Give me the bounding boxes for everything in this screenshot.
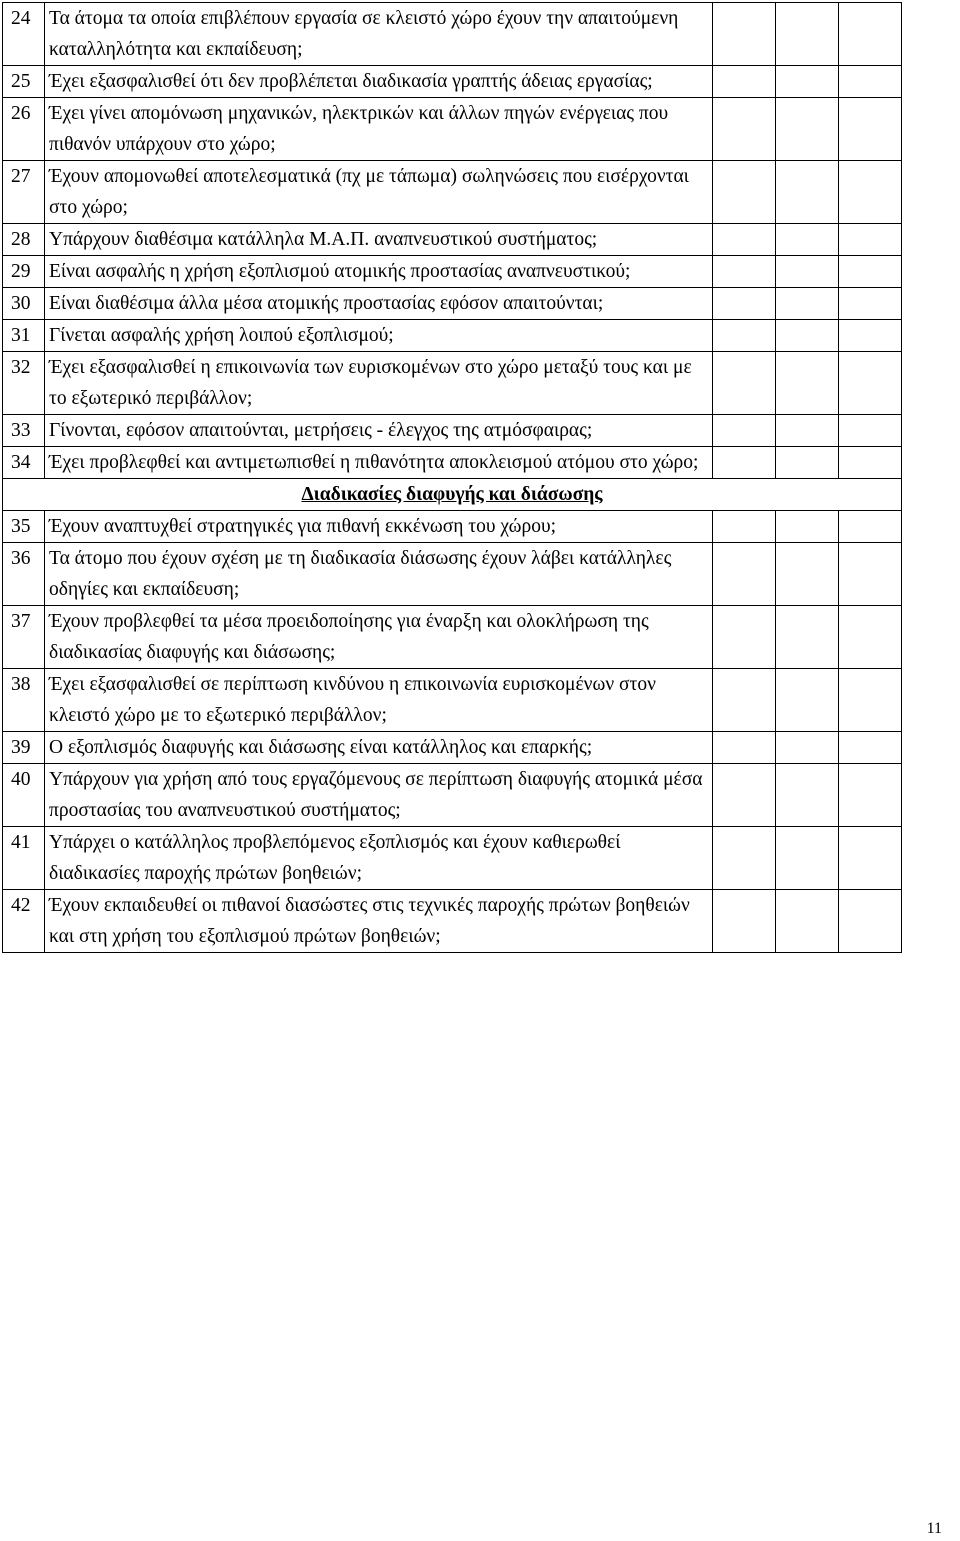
checklist-row (3, 827, 902, 890)
checklist-row (3, 415, 902, 447)
answer-cell-3[interactable] (839, 320, 902, 352)
question-text: Έχει εξασφαλισθεί ότι δεν προβλέπεται διαδικασία γραπτής άδειας εργασίας; (45, 66, 713, 98)
answer-cell-3[interactable] (839, 66, 902, 98)
answer-cell-3[interactable] (839, 732, 902, 764)
question-text: Είναι ασφαλής η χρήση εξοπλισμού ατομικής προστασίας αναπνευστικού; (45, 256, 713, 288)
checklist-row (3, 66, 902, 98)
checklist-row (3, 256, 902, 288)
checklist-row (3, 669, 902, 732)
answer-cell-2[interactable] (776, 3, 839, 66)
answer-cell-1[interactable] (713, 3, 776, 66)
answer-cell-1[interactable] (713, 352, 776, 415)
section-title: Διαδικασίες διαφυγής και διάσωσης (3, 479, 902, 511)
answer-cell-1[interactable] (713, 66, 776, 98)
item-number: 30 (3, 288, 45, 320)
answer-cell-2[interactable] (776, 288, 839, 320)
question-text: Έχει προβλεφθεί και αντιμετωπισθεί η πιθανότητα αποκλεισμού ατόμου στο χώρο; (45, 447, 713, 479)
checklist-row (3, 224, 902, 256)
question-text: Έχει εξασφαλισθεί σε περίπτωση κινδύνου η επικοινωνία ευρισκομένων στον κλειστό χώρο με το εξωτερικό περιβάλλον; (45, 669, 713, 732)
answer-cell-3[interactable] (839, 352, 902, 415)
answer-cell-2[interactable] (776, 669, 839, 732)
answer-cell-1[interactable] (713, 447, 776, 479)
question-text: Έχουν απομονωθεί αποτελεσματικά (πχ με τάπωμα) σωληνώσεις που εισέρχονται στο χώρο; (45, 161, 713, 224)
item-number: 41 (3, 827, 45, 890)
answer-cell-2[interactable] (776, 511, 839, 543)
item-number: 39 (3, 732, 45, 764)
answer-cell-2[interactable] (776, 447, 839, 479)
answer-cell-1[interactable] (713, 98, 776, 161)
question-text: Είναι διαθέσιμα άλλα μέσα ατομικής προστασίας εφόσον απαιτούνται; (45, 288, 713, 320)
item-number: 35 (3, 511, 45, 543)
question-text: Γίνεται ασφαλής χρήση λοιπού εξοπλισμού; (45, 320, 713, 352)
checklist-body-top (3, 3, 902, 479)
item-number: 25 (3, 66, 45, 98)
checklist-row (3, 320, 902, 352)
answer-cell-1[interactable] (713, 543, 776, 606)
question-text: Έχουν εκπαιδευθεί οι πιθανοί διασώστες στις τεχνικές παροχής πρώτων βοηθειών και στη χρήση του εξοπλισμού πρώτων βοηθειών; (45, 890, 713, 953)
answer-cell-1[interactable] (713, 669, 776, 732)
item-number: 34 (3, 447, 45, 479)
answer-cell-1[interactable] (713, 161, 776, 224)
item-number: 40 (3, 764, 45, 827)
answer-cell-3[interactable] (839, 98, 902, 161)
answer-cell-1[interactable] (713, 606, 776, 669)
answer-cell-3[interactable] (839, 447, 902, 479)
answer-cell-3[interactable] (839, 606, 902, 669)
checklist-body-bottom (3, 511, 902, 953)
checklist-row (3, 3, 902, 66)
item-number: 31 (3, 320, 45, 352)
answer-cell-3[interactable] (839, 827, 902, 890)
answer-cell-1[interactable] (713, 764, 776, 827)
checklist-row (3, 606, 902, 669)
answer-cell-1[interactable] (713, 256, 776, 288)
answer-cell-3[interactable] (839, 669, 902, 732)
question-text: Υπάρχει ο κατάλληλος προβλεπόμενος εξοπλισμός και έχουν καθιερωθεί διαδικασίες παροχής πρώτων βοηθειών; (45, 827, 713, 890)
answer-cell-3[interactable] (839, 890, 902, 953)
answer-cell-2[interactable] (776, 827, 839, 890)
answer-cell-3[interactable] (839, 256, 902, 288)
checklist-row (3, 98, 902, 161)
answer-cell-3[interactable] (839, 543, 902, 606)
answer-cell-1[interactable] (713, 224, 776, 256)
question-text: Υπάρχουν διαθέσιμα κατάλληλα Μ.Α.Π. αναπνευστικού συστήματος; (45, 224, 713, 256)
question-text: Έχει εξασφαλισθεί η επικοινωνία των ευρισκομένων στο χώρο μεταξύ τους και με το εξωτερικό περιβάλλον; (45, 352, 713, 415)
answer-cell-3[interactable] (839, 161, 902, 224)
item-number: 29 (3, 256, 45, 288)
checklist-row (3, 890, 902, 953)
answer-cell-2[interactable] (776, 543, 839, 606)
question-text: Έχουν προβλεφθεί τα μέσα προειδοποίησης για έναρξη και ολοκλήρωση της διαδικασίας διαφυγής και διάσωσης; (45, 606, 713, 669)
item-number: 36 (3, 543, 45, 606)
item-number: 26 (3, 98, 45, 161)
answer-cell-1[interactable] (713, 732, 776, 764)
question-text: Τα άτομο που έχουν σχέση με τη διαδικασία διάσωσης έχουν λάβει κατάλληλες οδηγίες και εκπαίδευση; (45, 543, 713, 606)
item-number: 37 (3, 606, 45, 669)
answer-cell-2[interactable] (776, 352, 839, 415)
answer-cell-2[interactable] (776, 98, 839, 161)
section-header-row (3, 479, 902, 511)
item-number: 42 (3, 890, 45, 953)
checklist-row (3, 511, 902, 543)
checklist-row (3, 732, 902, 764)
question-text: Έχει γίνει απομόνωση μηχανικών, ηλεκτρικών και άλλων πηγών ενέργειας που πιθανόν υπάρχουν στο χώρο; (45, 98, 713, 161)
checklist-row (3, 543, 902, 606)
question-text: Τα άτομα τα οποία επιβλέπουν εργασία σε κλειστό χώρο έχουν την απαιτούμενη καταλληλότητα και εκπαίδευση; (45, 3, 713, 66)
item-number: 27 (3, 161, 45, 224)
section-header-row-group (3, 479, 902, 511)
answer-cell-2[interactable] (776, 224, 839, 256)
answer-cell-2[interactable] (776, 161, 839, 224)
question-text: Γίνονται, εφόσον απαιτούνται, μετρήσεις - έλεγχος της ατμόσφαιρας; (45, 415, 713, 447)
answer-cell-1[interactable] (713, 890, 776, 953)
question-text: Υπάρχουν για χρήση από τους εργαζόμενους σε περίπτωση διαφυγής ατομικά μέσα προστασίας του αναπνευστικού συστήματος; (45, 764, 713, 827)
answer-cell-3[interactable] (839, 764, 902, 827)
answer-cell-3[interactable] (839, 511, 902, 543)
checklist-row (3, 447, 902, 479)
checklist-row (3, 161, 902, 224)
answer-cell-2[interactable] (776, 66, 839, 98)
question-text: Ο εξοπλισμός διαφυγής και διάσωσης είναι κατάλληλος και επαρκής; (45, 732, 713, 764)
answer-cell-3[interactable] (839, 415, 902, 447)
checklist-row (3, 288, 902, 320)
answer-cell-2[interactable] (776, 606, 839, 669)
answer-cell-2[interactable] (776, 320, 839, 352)
answer-cell-1[interactable] (713, 511, 776, 543)
answer-cell-2[interactable] (776, 890, 839, 953)
answer-cell-3[interactable] (839, 224, 902, 256)
answer-cell-2[interactable] (776, 256, 839, 288)
answer-cell-3[interactable] (839, 288, 902, 320)
answer-cell-2[interactable] (776, 732, 839, 764)
answer-cell-2[interactable] (776, 764, 839, 827)
answer-cell-1[interactable] (713, 415, 776, 447)
item-number: 38 (3, 669, 45, 732)
answer-cell-2[interactable] (776, 415, 839, 447)
answer-cell-1[interactable] (713, 288, 776, 320)
answer-cell-3[interactable] (839, 3, 902, 66)
checklist-row (3, 764, 902, 827)
item-number: 28 (3, 224, 45, 256)
answer-cell-1[interactable] (713, 320, 776, 352)
page-number: 11 (926, 1520, 942, 1537)
checklist-row (3, 352, 902, 415)
item-number: 24 (3, 3, 45, 66)
question-text: Έχουν αναπτυχθεί στρατηγικές για πιθανή εκκένωση του χώρου; (45, 511, 713, 543)
checklist-table (2, 2, 902, 953)
item-number: 32 (3, 352, 45, 415)
answer-cell-1[interactable] (713, 827, 776, 890)
item-number: 33 (3, 415, 45, 447)
